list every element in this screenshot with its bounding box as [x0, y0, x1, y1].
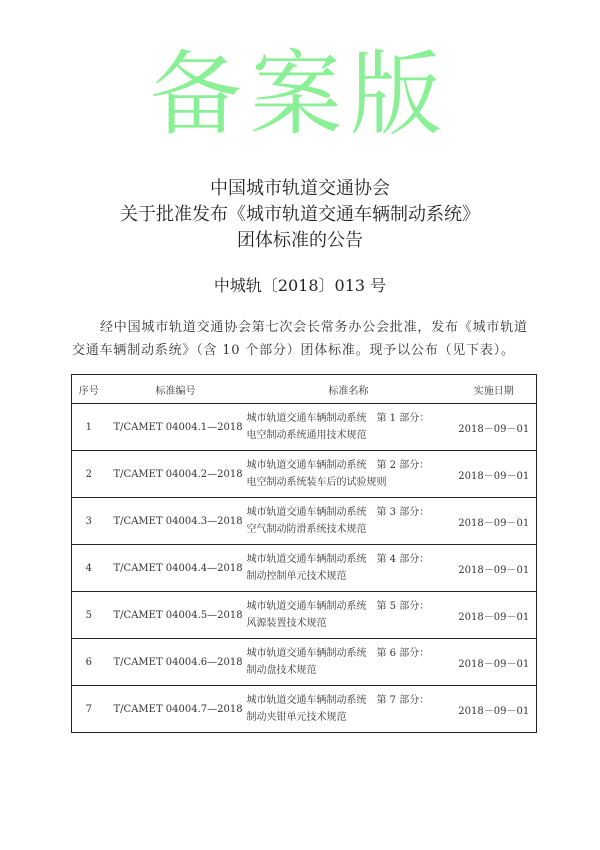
title-line-2: 关于批准发布《城市轨道交通车辆制动系统》	[120, 204, 480, 225]
row-name-line2: 电空制动系统通用技术规范	[246, 430, 367, 441]
row-name	[246, 498, 452, 545]
row-name-line1: 城市轨道交通车辆制动系统 第 3 部分：	[246, 507, 430, 518]
row-code: T/CAMET 04004.6—2018	[106, 639, 246, 686]
table-row	[72, 451, 537, 498]
row-code: T/CAMET 04004.4—2018	[106, 545, 246, 592]
row-date: 2018－09－01	[452, 639, 537, 686]
row-name	[246, 545, 452, 592]
header-name: 标准名称	[246, 375, 452, 404]
row-name-line2: 制动盘技术规范	[246, 665, 317, 676]
row-name-line2: 空气制动防滑系统技术规范	[246, 524, 367, 535]
row-name	[246, 686, 452, 733]
row-no: 7	[72, 686, 106, 733]
row-no: 1	[72, 404, 106, 451]
row-date: 2018－09－01	[452, 545, 537, 592]
row-name	[246, 404, 452, 451]
row-name	[246, 451, 452, 498]
header-no: 序号	[72, 375, 106, 404]
row-name-line2: 风源装置技术规范	[246, 618, 327, 629]
row-no: 6	[72, 639, 106, 686]
row-name-line2: 制动夹钳单元技术规范	[246, 712, 347, 723]
row-no: 3	[72, 498, 106, 545]
row-no: 5	[72, 592, 106, 639]
row-code: T/CAMET 04004.5—2018	[106, 592, 246, 639]
row-code: T/CAMET 04004.1—2018	[106, 404, 246, 451]
header-date: 实施日期	[452, 375, 537, 404]
row-date: 2018－09－01	[452, 451, 537, 498]
row-no: 4	[72, 545, 106, 592]
table-row	[72, 404, 537, 451]
document-number: 中城轨〔2018〕013 号	[213, 276, 387, 295]
row-name-line1: 城市轨道交通车辆制动系统 第 1 部分：	[246, 413, 430, 424]
row-date: 2018－09－01	[452, 686, 537, 733]
row-date: 2018－09－01	[452, 592, 537, 639]
announcement-paragraph: 经中国城市轨道交通协会第七次会长常务办公会批准，发布《城市轨道交通车辆制动系统》（含 10 个部分）团体标准。现予以公布（见下表）。	[72, 320, 528, 358]
row-name	[246, 592, 452, 639]
table-row	[72, 545, 537, 592]
row-name-line1: 城市轨道交通车辆制动系统 第 5 部分：	[246, 601, 430, 612]
standards-table	[71, 374, 537, 733]
row-code: T/CAMET 04004.3—2018	[106, 498, 246, 545]
row-name-line1: 城市轨道交通车辆制动系统 第 2 部分：	[246, 460, 430, 471]
header-code: 标准编号	[106, 375, 246, 404]
row-name-line2: 制动控制单元技术规范	[246, 571, 347, 582]
row-date: 2018－09－01	[452, 404, 537, 451]
row-name-line1: 城市轨道交通车辆制动系统 第 6 部分：	[246, 648, 430, 659]
row-date: 2018－09－01	[452, 498, 537, 545]
row-code: T/CAMET 04004.2—2018	[106, 451, 246, 498]
row-name	[246, 639, 452, 686]
table-row	[72, 592, 537, 639]
row-name-line1: 城市轨道交通车辆制动系统 第 4 部分：	[246, 554, 430, 565]
row-no: 2	[72, 451, 106, 498]
row-code: T/CAMET 04004.7—2018	[106, 686, 246, 733]
title-line-1: 中国城市轨道交通协会	[210, 178, 390, 199]
table-row	[72, 686, 537, 733]
watermark: 备案版	[149, 41, 450, 148]
table-row	[72, 498, 537, 545]
row-name-line2: 电空制动系统装车后的试验规则	[246, 477, 387, 488]
title-line-3: 团体标准的公告	[237, 230, 363, 251]
table-row	[72, 639, 537, 686]
row-name-line1: 城市轨道交通车辆制动系统 第 7 部分：	[246, 695, 430, 706]
table-header	[72, 375, 537, 404]
